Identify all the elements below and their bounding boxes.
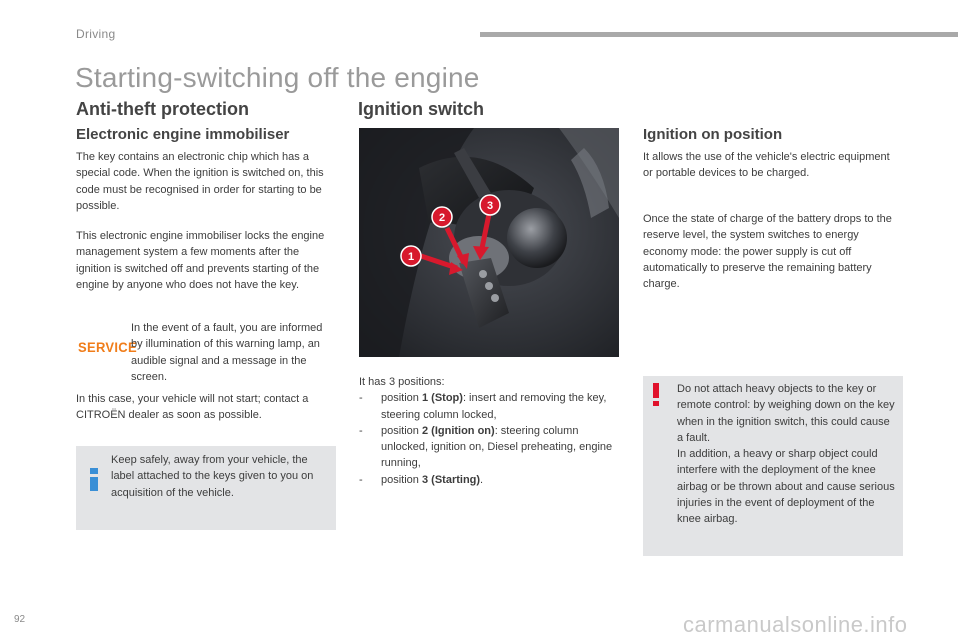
ignition-switch-heading: Ignition switch [358, 99, 484, 119]
positions-list [359, 390, 621, 488]
immobiliser-para-2: This electronic engine immobiliser locks the engine management system a few moments after the ignition is switched off and prevents starting of the engine by anyone who does not have the key. [76, 230, 325, 291]
anti-theft-heading: Anti-theft protection [76, 99, 249, 119]
ignition-switch-image [359, 128, 619, 357]
callout-3 [480, 195, 500, 215]
svg-text:3: 3 [486, 200, 494, 212]
info-box [76, 446, 336, 530]
header-bar [480, 32, 958, 37]
dealer-para: In this case, your vehicle will not start; contact a CITROËN dealer as soon as possible. [76, 393, 309, 422]
warning-box [643, 376, 903, 556]
info-box-text: Keep safely, away from your vehicle, the label attached to the keys given to you on acquisition of the vehicle. [111, 454, 314, 499]
info-icon [90, 468, 98, 490]
warning-box-text: Do not attach heavy objects to the key or remote control: by weighing down on the key when in the ignition switch, this could cause a fault. In addition, a heavy or sharp object could interfere with the deployment of the knee airbag or be thrown about and cause serious injuries in the event of deployment of the knee airbag. [677, 383, 895, 526]
list-item: - position 2 (Ignition on): steering column unlocked, ignition on, Diesel preheating, engine running, [359, 424, 613, 470]
ignition-on-para-2: Once the state of charge of the battery drops to the reserve level, the system switches to energy economy mode: the power supply is cut off automatically to preserve the remaining battery charge. [643, 213, 892, 291]
warning-exclamation-icon [653, 383, 659, 405]
callout-1 [401, 246, 421, 266]
callout-2 [432, 207, 452, 227]
section-label: Driving [76, 27, 116, 41]
ignition-on-subheading: Ignition on position [643, 126, 783, 143]
immobiliser-subheading: Electronic engine immobiliser [76, 126, 290, 143]
svg-text:2: 2 [438, 212, 446, 224]
page-title: Starting-switching off the engine [75, 62, 480, 93]
ignition-switch-illustration [359, 128, 619, 357]
list-item: - position 1 (Stop): insert and removing the key, steering column locked, [359, 392, 607, 421]
fault-text: In the event of a fault, you are informed by illumination of this warning lamp, an audible signal and a message in the screen. [131, 322, 323, 383]
service-warning-icon: SERVICE [78, 339, 137, 356]
watermark: carmanualsonline.info [683, 612, 908, 637]
positions-intro: It has 3 positions: [359, 376, 445, 388]
positions-block [359, 374, 621, 488]
ignition-on-para-1: It allows the use of the vehicle's electric equipment or portable devices to be charged. [643, 151, 890, 180]
list-item: - position 3 (Starting). [359, 473, 484, 486]
page-number: 92 [14, 614, 26, 625]
immobiliser-para-1: The key contains an electronic chip which has a special code. When the ignition is switched on, this code must be recognised in order for starting to be possible. [76, 151, 324, 212]
svg-text:1: 1 [407, 251, 415, 263]
